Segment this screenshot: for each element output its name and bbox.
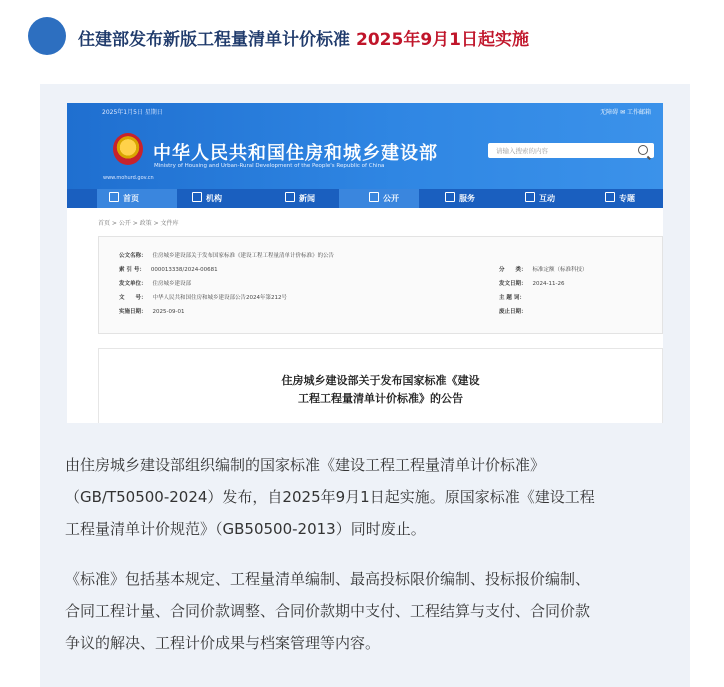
- paragraph-1: [65, 449, 675, 545]
- nav-item-service: 服务: [445, 189, 475, 208]
- paragraph-2-line-3: 争议的解决、工程计价成果与档案管理等内容。: [65, 634, 381, 652]
- info-row-doc-number: 文 号： 中华人民共和国住房和城乡建设部公告2024年第212号: [119, 295, 288, 301]
- document-body: [98, 348, 663, 423]
- site-banner: [67, 103, 663, 189]
- article-title: [78, 25, 529, 50]
- nav-item-public: 公开: [339, 189, 419, 208]
- search-placeholder: 请输入搜索的内容: [496, 147, 548, 155]
- document-info-box: [98, 236, 663, 334]
- org-icon: [192, 192, 202, 202]
- public-icon: [369, 192, 379, 202]
- article-header: [0, 0, 724, 76]
- site-name: 中华人民共和国住房和城乡建设部: [153, 143, 438, 164]
- national-emblem-icon: [113, 133, 143, 165]
- info-row-effective-date: 实施日期： 2025-09-01: [119, 309, 185, 315]
- embedded-website-screenshot: [67, 103, 663, 423]
- site-english-name: Ministry of Housing and Urban-Rural Development of the People's Republic of China: [154, 163, 385, 169]
- nav-item-news: 新闻: [285, 189, 315, 208]
- paragraph-2-line-2: 合同工程计量、合同价款调整、合同价款期中支付、工程结算与支付、合同价款: [65, 602, 591, 620]
- info-row-repeal-date: 废止日期：: [499, 309, 527, 315]
- nav-item-special: 专题: [605, 189, 635, 208]
- info-row-issuer: 发文单位： 住房城乡建设部: [119, 281, 192, 287]
- breadcrumb: 首页 > 公开 > 政策 > 文件库: [98, 220, 179, 227]
- paragraph-1-line-3: 工程量清单计价规范》（GB50500-2013）同时废止。: [65, 520, 426, 538]
- document-title-line-2: 工程工程量清单计价标准》的公告: [298, 392, 463, 405]
- site-search-box: [488, 143, 654, 158]
- header-bullet-icon: [28, 17, 66, 55]
- search-icon: [638, 145, 648, 155]
- info-row-category: 分 类： 标准定额（标准科技）: [499, 267, 588, 273]
- site-nav: [67, 189, 663, 208]
- paragraph-2: [65, 563, 675, 659]
- special-icon: [605, 192, 615, 202]
- nav-item-home: 首页: [97, 189, 177, 208]
- site-url: www.mohurd.gov.cn: [103, 175, 154, 181]
- paragraph-1-line-1: 由住房城乡建设部组织编制的国家标准《建设工程工程量清单计价标准》: [65, 456, 546, 474]
- title-highlight: 2025年9月1日起实施: [356, 30, 529, 50]
- info-row-issue-date: 发文日期： 2024-11-26: [499, 281, 565, 287]
- site-date: 2025年1月5日 星期日: [102, 109, 163, 116]
- nav-item-interact: 互动: [525, 189, 555, 208]
- service-icon: [445, 192, 455, 202]
- interact-icon: [525, 192, 535, 202]
- paragraph-2-line-1: 《标准》包括基本规定、工程量清单编制、最高投标限价编制、投标报价编制、: [65, 570, 591, 588]
- info-row-title: 公文名称： 住房城乡建设部关于发布国家标准《建设工程工程量清单计价标准》的公告: [119, 253, 335, 259]
- title-main: 住建部发布新版工程量清单计价标准: [78, 30, 350, 50]
- info-row-index: 索 引 号： 000013338/2024-00681: [119, 267, 218, 273]
- nav-item-org: 机构: [192, 189, 222, 208]
- news-icon: [285, 192, 295, 202]
- info-row-keywords: 主 题 词：: [499, 295, 525, 301]
- site-top-links: 无障碍 ✉ 工作邮箱: [600, 109, 651, 116]
- paragraph-1-line-2: （GB/T50500-2024）发布，自2025年9月1日起实施。原国家标准《建设工程: [65, 488, 595, 506]
- document-title-line-1: 住房城乡建设部关于发布国家标准《建设: [281, 374, 480, 387]
- home-icon: [109, 192, 119, 202]
